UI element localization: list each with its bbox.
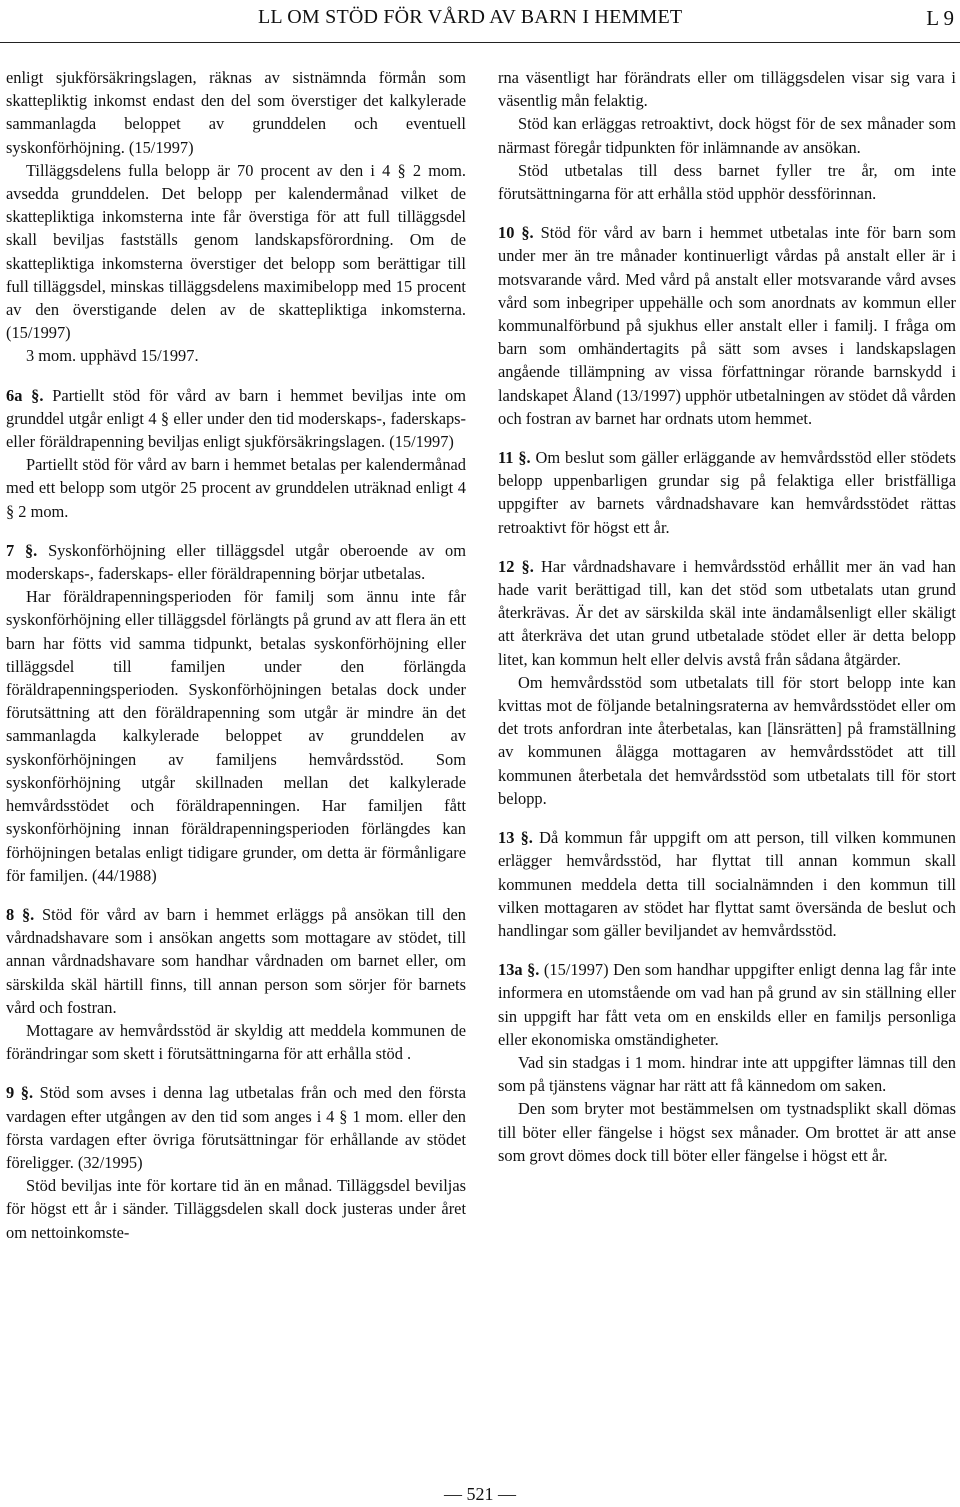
section-9-4-mom: Stöd utbetalas till dess barnet fyller tre år, om inte förutsättningarna för att erhålla stöd upphör dessförinnan. bbox=[498, 160, 956, 204]
section-9: 9 §. Stöd som avses i denna lag utbetalas från och med den första vardagen efter utgången av den tid som anges i 4 § 1 mom. eller den första vardagen efter övriga förutsättningar för erhållande av stödet föreligger. (32/1995) bbox=[6, 1083, 466, 1172]
statute-code: L 9 bbox=[926, 6, 954, 30]
right-column bbox=[498, 66, 956, 1167]
section-11: 11 §. Om beslut som gäller erläggande av hemvårdsstöd eller stödets belopp uppenbarligen grundar sig på felaktiga eller bristfälliga uppgifter av barnets vårdnadshavare kan hemvårdsstödet rättas retroaktivt för högst ett år. bbox=[498, 448, 956, 537]
page-number: — 521 — bbox=[444, 1484, 516, 1504]
running-title: LL OM STÖD FÖR VÅRD AV BARN I HEMMET bbox=[258, 6, 683, 28]
section-12: 12 §. Har vårdnadshavare i hemvårdsstöd erhållit mer än vad han hade varit berättigad till, kan det stöd som utbetalats utan grund återkrävas. Är det av särskilda skäl inte ändamålsenligt eller skäligt att återkräva det utan grund utbetalade stödet eller är detta belopp litet, kan kommun helt eller delvis avstå från sådana åtgärder. bbox=[498, 556, 956, 669]
section-6a: 6a §. Partiellt stöd för vård av barn i hemmet beviljas inte om grunddel utgår enligt 4 § eller under den tid moderskaps-, faderskaps- eller föräldrapenning beviljas enligt sjukförsäkringslagen. (15/1997) bbox=[6, 385, 466, 452]
section-8: 8 §. Stöd för vård av barn i hemmet erläggs på ansökan till den vårdnadshavare som i ansökan angetts som mottagare av stödet, till annan vårdnadshavare som handhar vårdnaden om barnet eller, om särskilda skäl härtill finns, till annan person som sörjer för barnets vård och fostran. bbox=[6, 904, 466, 1017]
section-10: 10 §. Stöd för vård av barn i hemmet utbetalas inte för barn som under mer än tre månader kontinuerligt vårdas på anstalt eller är i motsvarande vård. Med vård på anstalt eller motsvarande vård avses vård som inbegriper uppehälle och som anordnats av kommun eller kommunalförbund på sjukhus eller anstalt eller i familj. I fråga om barn som omhändertagits på sätt som avses i landskapslagen angående tillämpning av vissa författningar rörande barnskydd i landskapet Åland (13/1997) upphör utbetalningen av stödet då vården och fostran av barnet har ordnats utom hemmet. bbox=[498, 223, 957, 428]
section-number: 12 §. bbox=[498, 556, 534, 576]
section-number: 6a §. bbox=[6, 385, 44, 405]
section-number: 13 §. bbox=[498, 828, 533, 848]
page-footer bbox=[0, 1484, 960, 1505]
section-13a-2-mom: Vad sin stadgas i 1 mom. hindrar inte att uppgifter lämnas till den som på tjänstens vägnar har rätt att få kännedom om saken. bbox=[498, 1052, 956, 1096]
section-number: 10 §. bbox=[498, 223, 534, 243]
section-6a-2-mom: Partiellt stöd för vård av barn i hemmet betalas per kalendermånad med ett belopp som utgör 25 procent av grunddelen uträknad enligt 4 § 2 mom. bbox=[6, 455, 466, 521]
section-number: 9 §. bbox=[6, 1083, 34, 1103]
section-8-2-mom: Mottagare av hemvårdsstöd är skyldig att meddela kommunen de förändringar som skett i förutsättningarna för att erhålla stöd . bbox=[6, 1020, 466, 1064]
page-header bbox=[0, 0, 960, 43]
section-9-3-mom: Stöd kan erläggas retroaktivt, dock högst för de sex månader som närmast föregår tidpunkten för inlämnande av ansökan. bbox=[498, 114, 956, 157]
section-13a: 13a §. (15/1997) Den som handhar uppgifter enligt denna lag får inte informera en utomstående om vad han på grund av sin ställning eller sin uppgift har fått veta om en enskilds eller en familjs personliga eller ekonomiska omständigheter. bbox=[498, 960, 956, 1049]
paragraph-6-3-mom: 3 mom. upphävd 15/1997. bbox=[26, 346, 199, 366]
section-number: 13a §. bbox=[498, 960, 540, 980]
paragraph-6-2-mom: Tilläggsdelens fulla belopp är 70 procent av den i 4 § 2 mom. avsedda grunddelen. Det belopp per kalendermånad vilket de skattepliktiga inkomsterna inte får överstiga för att full tilläggsdel skall beviljas fastställs genom landskapsförordning. Om de skattepliktiga inkomsterna överstiger det belopp som berättigar till full tilläggsdel, minskas tilläggsdelens maximibelopp med 15 procent av den överstigande delen av de skattepliktiga inkomsterna. (15/1997) bbox=[6, 160, 466, 343]
section-12-2-mom: Om hemvårdsstöd som utbetalats till för stort belopp inte kan kvittas mot de följande betalningsraterna av hemvårdsstödet eller om det trots anfordran inte återbetalas, kan [länsrätten] på framställning av kommunen ålägga mottagaren av hemvårdsstödet att till kommunen återbetala det hemvårdsstöd som utbetalats till för stort belopp. bbox=[498, 672, 956, 808]
section-9-2-mom: Stöd beviljas inte för kortare tid än en månad. Tilläggsdel beviljas för högst ett år i sänder. Tilläggsdelen skall dock justeras under året om nettoinkomste- bbox=[6, 1176, 466, 1242]
paragraph-6-continued: enligt sjukförsäkringslagen, räknas av sistnämnda förmån som skattepliktig inkomst endast den del som överstiger det kalkylerade sammanlagda beloppet av grunddelen och eventuell syskonförhöjning. (15/1997) bbox=[6, 68, 466, 157]
section-13a-3-mom: Den som bryter mot bestämmelsen om tystnadsplikt skall dömas till böter eller fängelse i högst sex månader. Om brottet är att anse som grovt dömes dock till böter eller fängelse i högst ett år. bbox=[498, 1099, 956, 1165]
section-7-2-mom: Har föräldrapenningsperioden för familj som ännu inte får syskonförhöjning eller tilläggsdel förlängts på grund av att flera än ett barn har fötts vid samma tidpunkt, betalas syskonförhöjning eller tilläggsdel till familjen under den förlängda föräldrapenningsperioden. Syskonförhöjningen betalas dock under förutsättning att den föräldrapenning som utgår är mindre än det sammanlagda kalkylerade beloppet av grunddelen av syskonförhöjningen av familjens hemvårdsstöd. Som syskonförhöjning utgår skillnaden mellan det kalkylerade hemvårdsstödet och föräldrapenningen. Har familjen fått syskonförhöjning innan föräldrapenningsperioden förlängdes kan förhöjningen betalas enligt tidigare grunder, om detta är förmånligare för familjen. (44/1988) bbox=[6, 587, 466, 885]
section-9-continued: rna väsentligt har förändrats eller om tilläggsdelen visar sig vara i väsentlig mån felaktig. bbox=[498, 68, 956, 111]
section-7: 7 §. Syskonförhöjning eller tilläggsdel utgår oberoende av om moderskaps-, faderskaps- eller föräldrapenning börjar utbetalas. bbox=[6, 540, 466, 584]
section-number: 7 §. bbox=[6, 540, 38, 560]
left-column bbox=[6, 66, 466, 1244]
section-number: 8 §. bbox=[6, 904, 35, 924]
section-number: 11 §. bbox=[498, 448, 531, 468]
section-13: 13 §. Då kommun får uppgift om att person, till vilken kommunen erlägger hemvårdsstöd, har flyttat till annan kommun skall kommunen meddela detta till socialnämnden i den kommun till vilken mottagaren av stödet har flyttat samt översända de beslut och handlingar som gäller beviljandet av hemvårdsstöd. bbox=[498, 828, 957, 940]
